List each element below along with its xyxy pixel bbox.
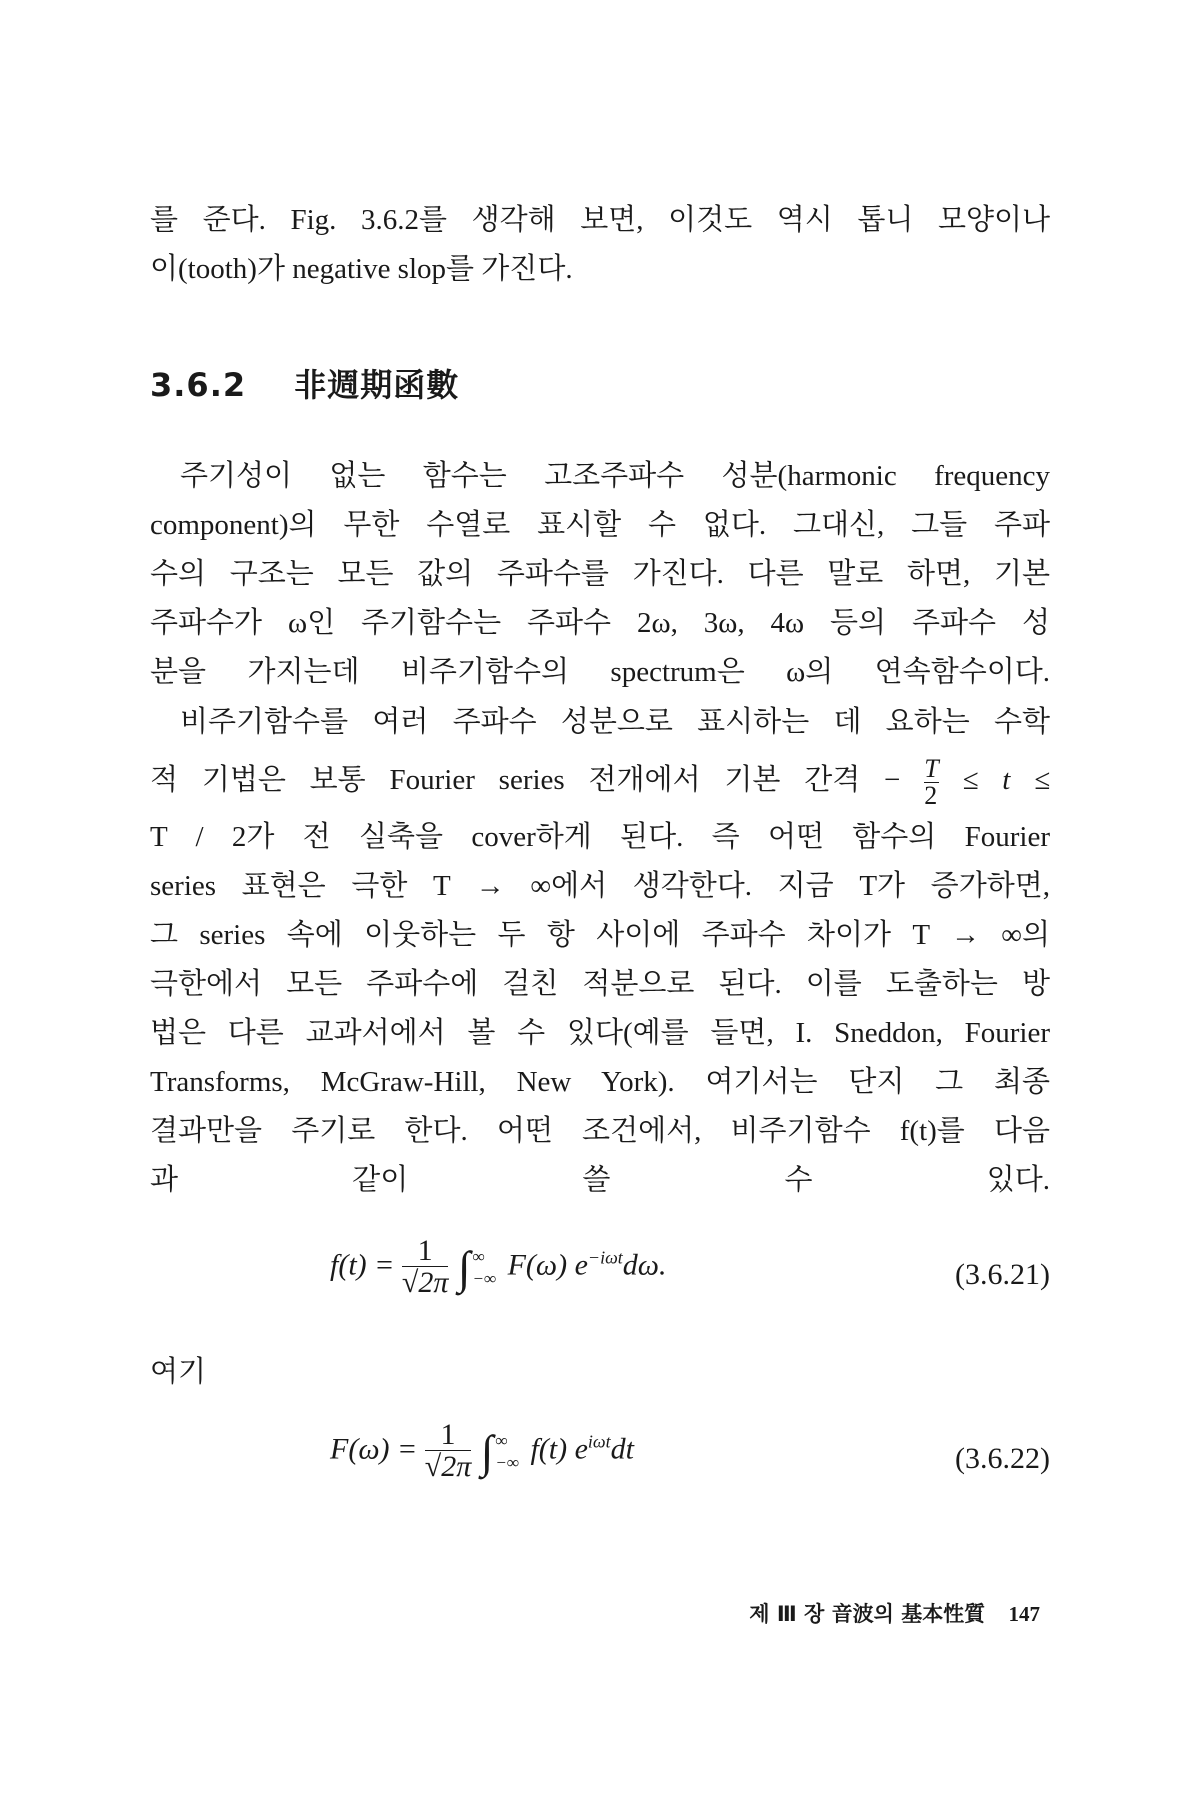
integral-sign: ∫ (480, 1426, 494, 1477)
para2-line-6: 극한에서 모든 주파수에 걸친 적분으로 된다. 이를 도출하는 방 (150, 968, 1050, 1000)
para2-line-2 (150, 747, 1050, 813)
eq2-fraction (425, 1420, 472, 1483)
eq1-integrand: F(ω) e (507, 1248, 588, 1282)
para1-line-1: 주기성이 없는 함수는 고조주파수 성분(harmonic frequency (180, 460, 1050, 492)
fraction-numerator: T (924, 753, 939, 783)
intro-line-1: 를 준다. Fig. 3.6.2를 생각해 보면, 이것도 역시 톱니 모양이나 (150, 204, 1050, 236)
interval-fraction (924, 753, 939, 810)
section-title: 非週期函數 (294, 366, 460, 404)
eq2-number: (3.6.22) (955, 1442, 1050, 1475)
integral-sign: ∫ (457, 1242, 471, 1293)
paragraph-1 (150, 452, 1050, 697)
eq1-fraction (402, 1236, 449, 1299)
section-number: 3.6.2 (150, 366, 247, 404)
eq2-tail: dt (610, 1432, 634, 1466)
interval-inequality: ≤ t ≤ (962, 764, 1051, 796)
eq1-frac-num: 1 (402, 1236, 449, 1267)
eq1-tail: dω. (622, 1248, 667, 1282)
para2-line-2-text: 적 기법은 보통 Fourier series 전개에서 기본 간격 − (150, 764, 901, 796)
para1-line-5: 분을 가지는데 비주기함수의 spectrum은 ω의 연속함수이다. (150, 656, 1050, 688)
eq1-lhs: f(t) = (330, 1248, 395, 1282)
eq2-frac-num: 1 (425, 1420, 472, 1451)
para2-line-5: 그 series 속에 이웃하는 두 항 사이에 주파수 차이가 T → ∞의 (150, 919, 1050, 951)
equation-body (330, 1420, 634, 1483)
para1-line-4: 주파수가 ω인 주기함수는 주파수 2ω, 3ω, 4ω 등의 주파수 성 (150, 607, 1050, 639)
eq1-upper: ∞ (472, 1246, 485, 1266)
eq2-lower: −∞ (495, 1452, 519, 1472)
para2-line-4: series 표현은 극한 T → ∞에서 생각한다. 지금 T가 증가하면, (150, 870, 1050, 902)
where-word: 여기 (150, 1356, 207, 1388)
eq2-lhs: F(ω) = (330, 1432, 418, 1466)
eq2-limits (495, 1430, 519, 1474)
intro-paragraph (150, 196, 1050, 294)
equation-body (330, 1236, 666, 1299)
para2-line-7: 법은 다른 교과서에서 볼 수 있다(예를 들면, I. Sneddon, Fourier (150, 1017, 1050, 1049)
eq1-number: (3.6.21) (955, 1258, 1050, 1291)
eq1-exponent: −iωt (587, 1247, 623, 1268)
eq2-exponent: iωt (587, 1431, 611, 1452)
para1-line-3: 수의 구조는 모든 값의 주파수를 가진다. 다른 말로 하면, 기본 (150, 558, 1050, 590)
equation-3-6-21 (150, 1236, 1050, 1326)
eq2-integrand: f(t) e (530, 1432, 588, 1466)
page-number: 147 (1008, 1602, 1040, 1626)
para2-line-1: 비주기함수를 여러 주파수 성분으로 표시하는 데 요하는 수학 (180, 706, 1050, 738)
paragraph-2 (150, 698, 1050, 1205)
para2-line-10: 과 같이 쓸 수 있다. (150, 1164, 1050, 1196)
eq1-lower: −∞ (472, 1268, 497, 1288)
para2-line-9: 결과만을 주기로 한다. 어떤 조건에서, 비주기함수 f(t)를 다음 (150, 1115, 1050, 1147)
fraction-denominator: 2 (924, 780, 938, 810)
section-heading (150, 360, 459, 406)
eq2-frac-den: √2π (424, 1450, 472, 1483)
eq2-upper: ∞ (495, 1430, 508, 1450)
equation-3-6-22 (150, 1420, 1050, 1510)
para2-line-8: Transforms, McGraw-Hill, New York). 여기서는 단지 그 최종 (150, 1066, 1050, 1098)
eq1-frac-den: √2π (401, 1266, 449, 1299)
chapter-title: 제 Ⅲ 장 音波의 基本性質 (749, 1602, 986, 1626)
para1-line-2: component)의 무한 수열로 표시할 수 없다. 그대신, 그들 주파 (150, 509, 1050, 541)
where-text (150, 1348, 1050, 1397)
para2-line-3: T / 2가 전 실축을 cover하게 된다. 즉 어떤 함수의 Fourier (150, 821, 1050, 853)
eq1-limits (473, 1246, 497, 1290)
page-footer (749, 1598, 1040, 1628)
intro-line-2: 이(tooth)가 negative slop를 가진다. (150, 253, 573, 285)
